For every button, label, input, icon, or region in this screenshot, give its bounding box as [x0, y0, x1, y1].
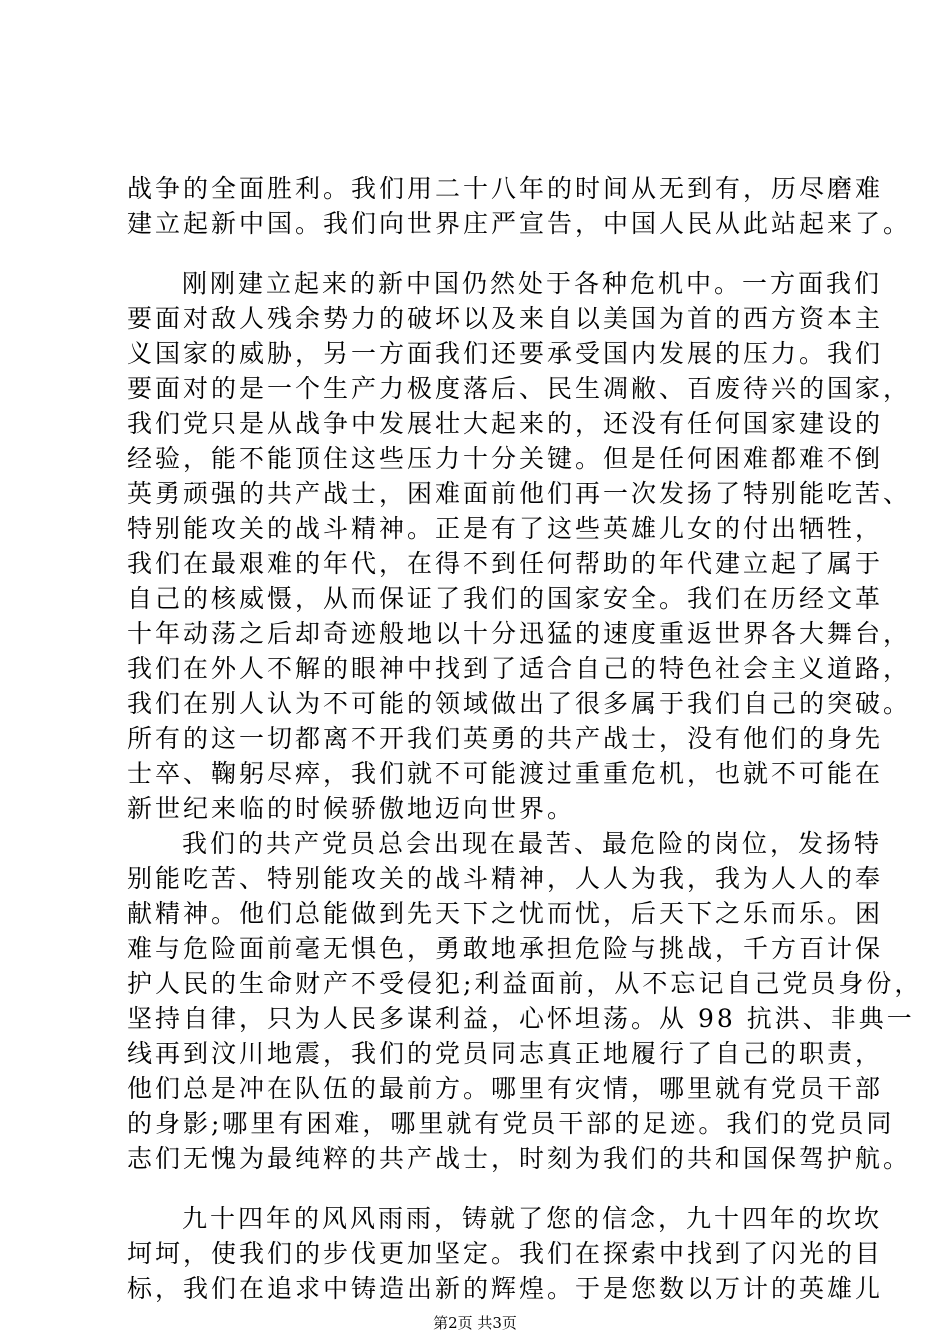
page-number-footer: 第2页 共3页: [433, 1314, 517, 1332]
paragraph-line: 他们总是冲在队伍的最前方。哪里有灾情，哪里就有党员干部: [127, 1074, 884, 1103]
paragraph-line: 坚持自律，只为人民多谋利益，心怀坦荡。从 98 抗洪、非典一: [127, 1004, 915, 1033]
paragraph-line: 义国家的威胁，另一方面我们还要承受国内发展的压力。我们: [127, 339, 884, 368]
paragraph-line: 别能吃苦、特别能攻关的战斗精神，人人为我，我为人人的奉: [127, 864, 884, 893]
paragraph-line: 士卒、鞠躬尽瘁，我们就不可能渡过重重危机，也就不可能在: [127, 759, 884, 788]
paragraph-line: 献精神。他们总能做到先天下之忧而忧，后天下之乐而乐。困: [127, 899, 884, 928]
paragraph-line: 九十四年的风风雨雨，铸就了您的信念，九十四年的坎坎: [182, 1204, 883, 1233]
paragraph-line: 新世纪来临的时候骄傲地迈向世界。: [127, 794, 576, 823]
paragraph-line: 标，我们在追求中铸造出新的辉煌。于是您数以万计的英雄儿: [127, 1274, 884, 1303]
paragraph-line: 刚刚建立起来的新中国仍然处于各种危机中。一方面我们: [182, 269, 883, 298]
paragraph-line: 要面对敌人残余势力的破坏以及来自以美国为首的西方资本主: [127, 304, 884, 333]
paragraph-line: 难与危险面前毫无惧色，勇敢地承担危险与挑战，千方百计保: [127, 934, 884, 963]
paragraph-line: 自己的核威慑，从而保证了我们的国家安全。我们在历经文革: [127, 584, 884, 613]
paragraph-line: 经验，能不能顶住这些压力十分关键。但是任何困难都难不倒: [127, 444, 884, 473]
paragraph-line: 要面对的是一个生产力极度落后、民生凋敝、百废待兴的国家，: [127, 374, 912, 403]
paragraph-line: 战争的全面胜利。我们用二十八年的时间从无到有，历尽磨难: [127, 174, 884, 203]
paragraph-line: 英勇顽强的共产战士，困难面前他们再一次发扬了特别能吃苦、: [127, 479, 912, 508]
paragraph-line: 坷坷，使我们的步伐更加坚定。我们在探索中找到了闪光的目: [127, 1239, 884, 1268]
paragraph-line: 所有的这一切都离不开我们英勇的共产战士，没有他们的身先: [127, 724, 884, 753]
paragraph-line: 特别能攻关的战斗精神。正是有了这些英雄儿女的付出牺牲，: [127, 514, 884, 543]
paragraph-line: 十年动荡之后却奇迹般地以十分迅猛的速度重返世界各大舞台，: [127, 619, 912, 648]
paragraph-line: 我们在外人不解的眼神中找到了适合自己的特色社会主义道路，: [127, 654, 912, 683]
paragraph-line: 线再到汶川地震，我们的党员同志真正地履行了自己的职责，: [127, 1039, 884, 1068]
paragraph-line: 的身影;哪里有困难，哪里就有党员干部的足迹。我们的党员同: [127, 1109, 895, 1138]
paragraph-line: 护人民的生命财产不受侵犯;利益面前，从不忘记自己党员身份，: [127, 969, 923, 998]
paragraph-line: 建立起新中国。我们向世界庄严宣告，中国人民从此站起来了。: [127, 209, 912, 238]
paragraph-line: 志们无愧为最纯粹的共产战士，时刻为我们的共和国保驾护航。: [127, 1144, 912, 1173]
paragraph-line: 我们的共产党员总会出现在最苦、最危险的岗位，发扬特: [182, 829, 883, 858]
paragraph-line: 我们党只是从战争中发展壮大起来的，还没有任何国家建设的: [127, 409, 884, 438]
paragraph-line: 我们在别人认为不可能的领域做出了很多属于我们自己的突破。: [127, 689, 912, 718]
paragraph-line: 我们在最艰难的年代，在得不到任何帮助的年代建立起了属于: [127, 549, 884, 578]
